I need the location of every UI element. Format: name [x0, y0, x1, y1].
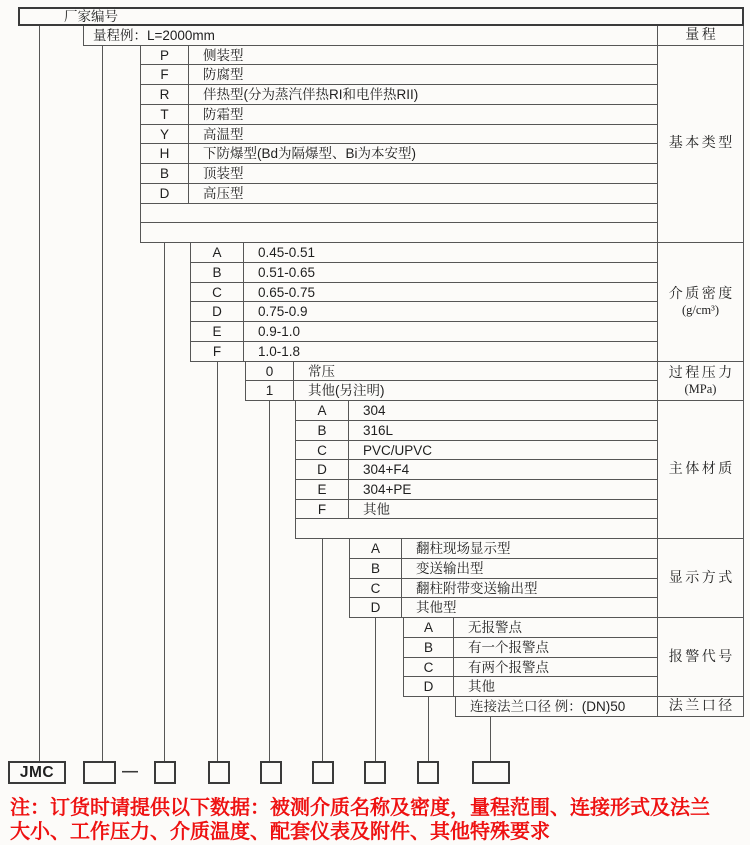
full-cell: 连接法兰口径 例：(DN)50: [470, 699, 626, 715]
spec-row: [456, 697, 657, 717]
code-cell: D: [404, 677, 454, 697]
spec-row: [296, 441, 657, 461]
section-label-text: 介质密度: [668, 286, 735, 302]
section-label-sub: (MPa): [684, 381, 717, 396]
spec-row: [296, 460, 657, 480]
section-basic: [140, 46, 658, 243]
spec-row: [296, 500, 657, 520]
section-label-material: [658, 401, 744, 539]
model-code-box-6: [364, 761, 386, 784]
code-cell: A: [350, 539, 402, 558]
order-note-line1: 注：订货时请提供以下数据：被测介质名称及密度，量程范围、连接形式及法兰: [10, 797, 710, 819]
spec-row: [350, 579, 657, 599]
code-cell: B: [350, 559, 402, 578]
section-label-flange: [658, 697, 744, 717]
model-code-box-8: [472, 761, 510, 784]
connector-line-flange: [490, 717, 491, 761]
spec-row: [141, 223, 657, 243]
desc-cell: 高压型: [203, 185, 244, 201]
connector-line-alarm: [428, 697, 429, 761]
spec-row: [350, 559, 657, 579]
connector-line-display: [375, 618, 376, 761]
spec-row: [404, 638, 657, 658]
section-material: [295, 401, 658, 539]
desc-cell: 变送输出型: [416, 560, 484, 576]
desc-cell: 0.9-1.0: [258, 324, 301, 340]
code-cell: C: [191, 283, 244, 302]
desc-cell: 其他: [363, 501, 390, 517]
desc-cell: 其他(另注明): [308, 383, 385, 399]
code-cell: C: [296, 441, 349, 460]
section-pressure: [245, 362, 658, 401]
desc-cell: 0.75-0.9: [258, 304, 308, 320]
section-display: [349, 539, 658, 618]
connector-line-basic: [164, 243, 165, 761]
code-cell: R: [141, 85, 189, 104]
spec-row: [141, 184, 657, 204]
desc-cell: 304: [363, 403, 386, 419]
desc-cell: PVC/UPVC: [363, 442, 433, 458]
spec-row: [141, 85, 657, 105]
empty-cell: [296, 519, 657, 539]
section-label-text: 显示方式: [668, 570, 735, 586]
code-cell: 0: [246, 362, 294, 381]
code-cell: F: [141, 65, 189, 84]
model-code-box-7: [417, 761, 439, 784]
section-label-sub: (g/cm³): [681, 302, 720, 317]
spec-row: [191, 283, 657, 303]
model-code-box-1: [83, 761, 116, 784]
model-code-box-4: [260, 761, 282, 784]
model-code-box-5: [312, 761, 334, 784]
connector-line-range: [102, 46, 103, 761]
desc-cell: 0.45-0.51: [258, 245, 316, 261]
code-cell: P: [141, 46, 189, 65]
spec-row: [296, 401, 657, 421]
section-density: [190, 243, 658, 361]
section-label-text: 报警代号: [668, 649, 735, 665]
code-cell: B: [191, 263, 244, 282]
spec-row: [141, 164, 657, 184]
desc-cell: 顶装型: [203, 166, 244, 182]
desc-cell: 304+PE: [363, 481, 412, 497]
desc-cell: 其他: [468, 679, 495, 695]
spec-row: [350, 539, 657, 559]
connector-line-manufacturer: [39, 26, 40, 761]
code-cell: A: [296, 401, 349, 420]
code-cell: B: [296, 421, 349, 440]
code-cell: E: [191, 322, 244, 341]
spec-row: [191, 263, 657, 283]
desc-cell: 316L: [363, 422, 394, 438]
spec-row: [141, 204, 657, 224]
desc-cell: 下防爆型(Bd为隔爆型、Bi为本安型): [203, 146, 417, 162]
code-cell: H: [141, 144, 189, 163]
code-cell: A: [404, 618, 454, 637]
code-cell: B: [404, 638, 454, 657]
spec-row: [141, 65, 657, 85]
model-prefix-box: JMC: [8, 761, 66, 784]
code-cell: F: [296, 500, 349, 519]
desc-cell: 304+F4: [363, 462, 410, 478]
spec-row: [246, 362, 657, 382]
desc-cell: 0.65-0.75: [258, 284, 316, 300]
desc-cell: 有两个报警点: [468, 659, 549, 675]
spec-row: [404, 658, 657, 678]
spec-row: [350, 598, 657, 618]
spec-row: [296, 421, 657, 441]
manufacturer-number-box: [18, 7, 744, 26]
model-dash: —: [122, 763, 138, 780]
spec-row: [141, 125, 657, 145]
spec-row: [296, 480, 657, 500]
section-label-text: 法兰口径: [668, 699, 735, 715]
section-label-display: [658, 539, 744, 618]
section-label-pressure: [658, 362, 744, 401]
desc-cell: 1.0-1.8: [258, 343, 301, 359]
spec-row: [141, 105, 657, 125]
spec-row: [404, 618, 657, 638]
desc-cell: 0.51-0.65: [258, 264, 316, 280]
code-cell: A: [191, 243, 244, 262]
manufacturer-number-label: 厂家编号: [64, 9, 118, 24]
desc-cell: 翻柱附带变送输出型: [416, 580, 538, 596]
code-cell: 1: [246, 381, 294, 401]
empty-cell: [141, 204, 657, 223]
desc-cell: 防腐型: [203, 67, 244, 83]
desc-cell: 高温型: [203, 126, 244, 142]
model-code-box-3: [208, 761, 230, 784]
order-note-line2: 大小、工作压力、介质温度、配套仪表及附件、其他特殊要求: [10, 820, 550, 843]
desc-cell: 翻柱现场显示型: [416, 541, 511, 557]
section-label-density: [658, 243, 744, 361]
spec-row: [141, 144, 657, 164]
spec-row: [246, 381, 657, 401]
range-label-text: 量程: [685, 28, 719, 43]
desc-cell: 侧装型: [203, 47, 244, 63]
spec-row: [296, 519, 657, 539]
section-alarm: [403, 618, 658, 697]
spec-row: [141, 46, 657, 66]
spec-row: [191, 322, 657, 342]
section-label-alarm: [658, 618, 744, 697]
desc-cell: 无报警点: [468, 620, 522, 636]
code-cell: D: [141, 184, 189, 203]
desc-cell: 有一个报警点: [468, 639, 549, 655]
spec-row: [191, 302, 657, 322]
code-cell: C: [404, 658, 454, 677]
section-label-text: 过程压力: [668, 365, 735, 381]
range-example-text: 量程例：L=2000mm: [93, 28, 215, 43]
code-cell: T: [141, 105, 189, 124]
section-label-text: 主体材质: [668, 462, 735, 478]
section-label-basic: [658, 46, 744, 243]
desc-cell: 伴热型(分为蒸汽伴热RI和电伴热RII): [203, 87, 419, 103]
code-cell: E: [296, 480, 349, 499]
code-cell: D: [296, 460, 349, 479]
code-cell: C: [350, 579, 402, 598]
desc-cell: 其他型: [416, 600, 457, 616]
range-example-row: [83, 26, 658, 46]
order-note: [10, 797, 750, 844]
section-flange: [455, 697, 658, 717]
desc-cell: 常压: [308, 363, 335, 379]
section-label-text: 基本类型: [668, 136, 735, 152]
code-cell: D: [350, 598, 402, 618]
section-label-range: [658, 26, 744, 46]
spec-row: [191, 342, 657, 362]
connector-line-material: [322, 539, 323, 761]
code-cell: F: [191, 342, 244, 362]
spec-row: [191, 243, 657, 263]
spec-row: [404, 677, 657, 697]
desc-cell: 防霜型: [203, 106, 244, 122]
connector-line-pressure: [269, 401, 270, 761]
connector-line-density: [217, 362, 218, 761]
empty-cell: [141, 223, 657, 243]
code-cell: D: [191, 302, 244, 321]
code-cell: B: [141, 164, 189, 183]
code-cell: Y: [141, 125, 189, 144]
model-code-box-2: [154, 761, 176, 784]
